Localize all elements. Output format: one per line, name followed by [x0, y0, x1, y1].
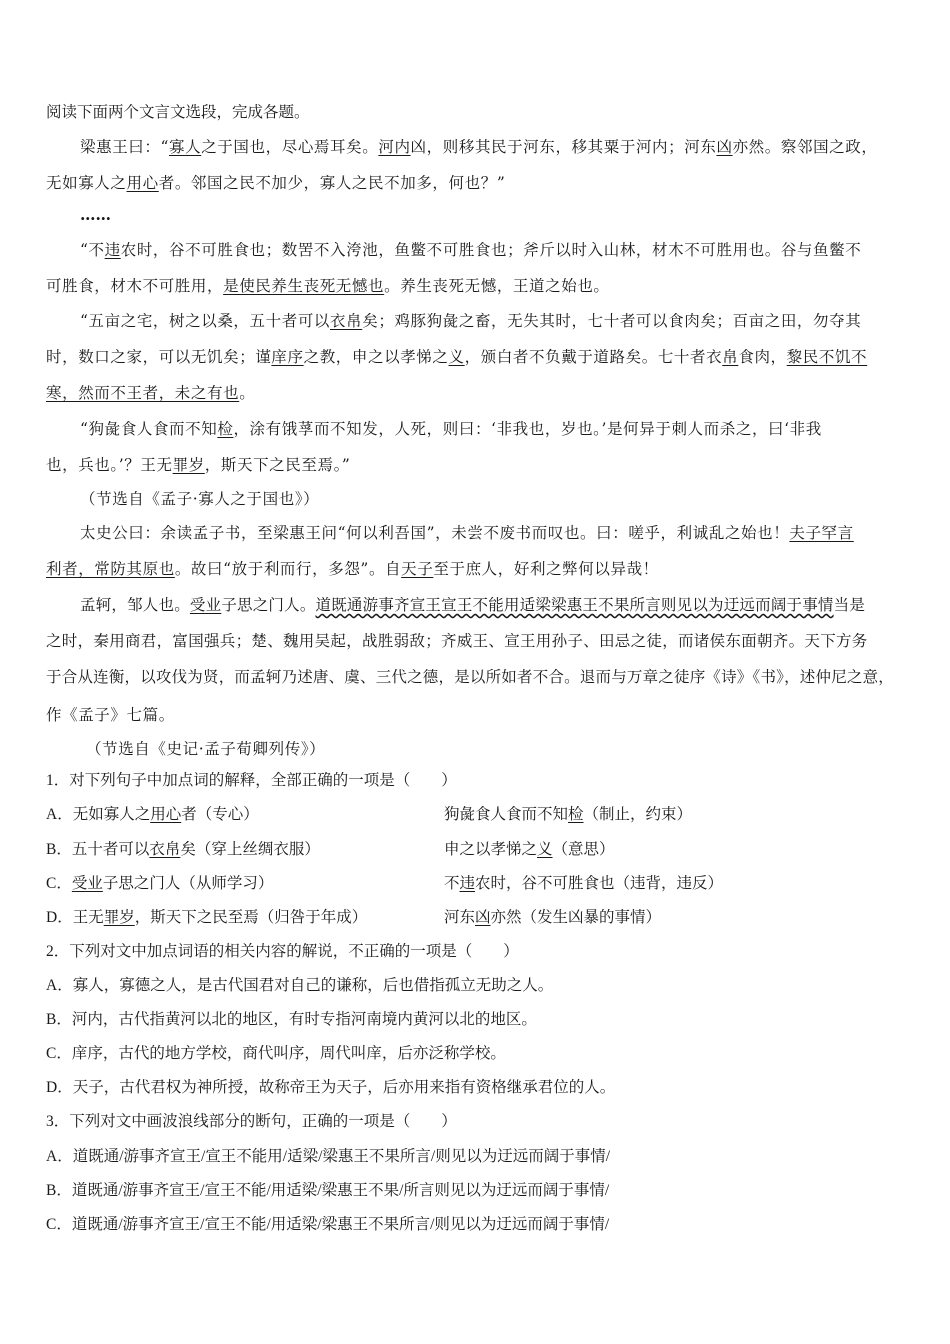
question-stem: 1．对下列句子中加点词的解释，全部正确的一项是（ ） — [46, 772, 457, 789]
option-c: C．庠序，古代的地方学校，商代叫序，周代叫庠，后亦泛称学校。 — [46, 1045, 506, 1062]
option-a-right: 狗彘食人食而不知检（制止，约束） — [444, 806, 693, 823]
dotted-word-jian: 检 — [217, 420, 234, 438]
underlined-sentence: 利者，常防其原也 — [46, 560, 175, 578]
dotted-word-henei: 河内 — [378, 138, 411, 156]
passage-line: “五亩之宅，树之以桑，五十者可以衣帛矣；鸡豚狗彘之畜，无失其时，七十者可以食肉矣；百亩之田，勿夺其 — [80, 312, 862, 330]
passage-line: 梁惠王曰：“寡人之于国也，尽心焉耳矣。河内凶，则移其民于河东，移其粟于河内；河东凶亦然。察邻国之政， — [80, 138, 878, 156]
dotted-word-guaren: 寡人 — [169, 138, 202, 156]
passage-source: （节选自《史记·孟子荀卿列传》） — [86, 740, 326, 758]
underlined-sentence: 寒，然而不王者，未之有也 — [46, 384, 240, 402]
underlined-sentence: 是使民养生丧死无憾也 — [223, 277, 385, 295]
option-b-left: B．五十者可以衣帛矣（穿上丝绸衣服） — [46, 841, 320, 858]
dotted-word-wei: 违 — [104, 241, 121, 259]
dotted-word-yi: 义 — [448, 348, 465, 366]
option-d-right: 河东凶亦然（发生凶暴的事情） — [444, 909, 662, 926]
option-b: B．道既通/游事齐宣王/宣王不能/用适梁/梁惠王不果/所言则见以为迂远而阔于事情/ — [46, 1182, 610, 1199]
passage-line: 寒，然而不王者，未之有也。 — [46, 384, 256, 402]
ellipsis: …… — [80, 205, 111, 224]
passage-line: 可胜食，材木不可胜用，是使民养生丧死无憾也。养生丧死无憾，王道之始也。 — [46, 277, 610, 295]
dotted-word-bo: 帛 — [722, 348, 739, 366]
wavy-line-segment: 道既通游事齐宣王宣王不能用适梁梁惠王不果所言则见以为迂远而阔于事情 — [315, 596, 834, 614]
option-a: A．道既通/游事齐宣王/宣王不能用/适梁/梁惠王不果所言/则见以为迂远而阔于事情/ — [46, 1148, 611, 1165]
passage-line: 于合从连衡，以攻伐为贤，而孟轲乃述唐、虞、三代之德，是以所如者不合。退而与万章之徒序《诗》《书》，述仲尼之意， — [46, 668, 895, 686]
option-c-left: C．受业子思之门人（从师学习） — [46, 875, 274, 892]
passage-line: 作《孟子》七篇。 — [46, 706, 175, 724]
option-a-left: A．无如寡人之用心者（专心） — [46, 806, 259, 823]
question-stem: 2．下列对文中加点词语的相关内容的解说，不正确的一项是（ ） — [46, 943, 519, 960]
option-c-right: 不违农时，谷不可胜食也（违背，违反） — [444, 875, 724, 892]
passage-line: 利者，常防其原也。故曰“放于利而行，多怨”。自天子至于庶人，好利之弊何以异哉！ — [46, 560, 659, 578]
option-a: A．寡人，寡德之人，是古代国君对自己的谦称，后也借指孤立无助之人。 — [46, 977, 554, 994]
passage-source: （节选自《孟子·寡人之于国也》） — [80, 490, 320, 508]
intro-text: 阅读下面两个文言文选段，完成各题。 — [46, 104, 310, 121]
option-b-right: 申之以孝悌之义（意思） — [444, 841, 615, 858]
passage-line: 太史公曰：余读孟子书，至梁惠王问“何以利吾国”，未尝不废书而叹也。曰：嗟乎，利诚乱之始也！夫子罕言 — [80, 524, 854, 542]
passage-line: 孟轲，邹人也。受业子思之门人。道既通游事齐宣王宣王不能用适梁梁惠王不果所言则见以为迂远而阔于事情当是 — [80, 596, 866, 614]
dotted-word-xiangxu: 庠序 — [271, 348, 304, 366]
dotted-word-shouye: 受业 — [189, 596, 222, 614]
option-c: C．道既通/游事齐宣王/宣王不能/用适梁/梁惠王不果所言/则见以为迂远而阔于事情/ — [46, 1216, 610, 1233]
underlined-sentence: 黎民不饥不 — [786, 348, 868, 366]
option-b: B．河内，古代指黄河以北的地区，有时专指河南境内黄河以北的地区。 — [46, 1011, 537, 1028]
dotted-word-yongxin: 用心 — [126, 174, 159, 192]
passage-line: 时，数口之家，可以无饥矣；谨庠序之教，申之以孝悌之义，颁白者不负戴于道路矣。七十者衣帛食肉，黎民不饥不 — [46, 348, 868, 366]
dotted-word-xiong: 凶 — [716, 138, 733, 156]
option-d-left: D．王无罪岁，斯天下之民至焉（归咎于年成） — [46, 909, 368, 926]
dotted-word-tianzi: 天子 — [401, 560, 434, 578]
passage-line: 无如寡人之用心者。邻国之民不加少，寡人之民不加多，何也？” — [46, 174, 506, 192]
dotted-word-yibo: 衣帛 — [330, 312, 363, 330]
passage-line: “不违农时，谷不可胜食也；数罟不入洿池，鱼鳖不可胜食也；斧斤以时入山林，材木不可胜用也。谷与鱼鳖不 — [80, 241, 862, 259]
passage-line: 之时，秦用商君，富国强兵；楚、魏用吴起，战胜弱敌；齐威王、宣王用孙子、田忌之徒，而诸侯东面朝齐。天下方务 — [46, 632, 868, 650]
question-stem: 3．下列对文中画波浪线部分的断句，正确的一项是（ ） — [46, 1113, 457, 1130]
dotted-word-zuisui: 罪岁 — [172, 456, 205, 474]
underlined-sentence: 夫子罕言 — [789, 524, 854, 542]
passage-line: “狗彘食人食而不知检，涂有饿莩而不知发，人死，则曰：‘非我也，岁也。’是何异于刺人而杀之，曰‘非我 — [80, 420, 822, 438]
passage-line: 也，兵也。’？王无罪岁，斯天下之民至焉。” — [46, 456, 351, 474]
option-d: D．天子，古代君权为神所授，故称帝王为天子，后亦用来指有资格继承君位的人。 — [46, 1079, 616, 1096]
